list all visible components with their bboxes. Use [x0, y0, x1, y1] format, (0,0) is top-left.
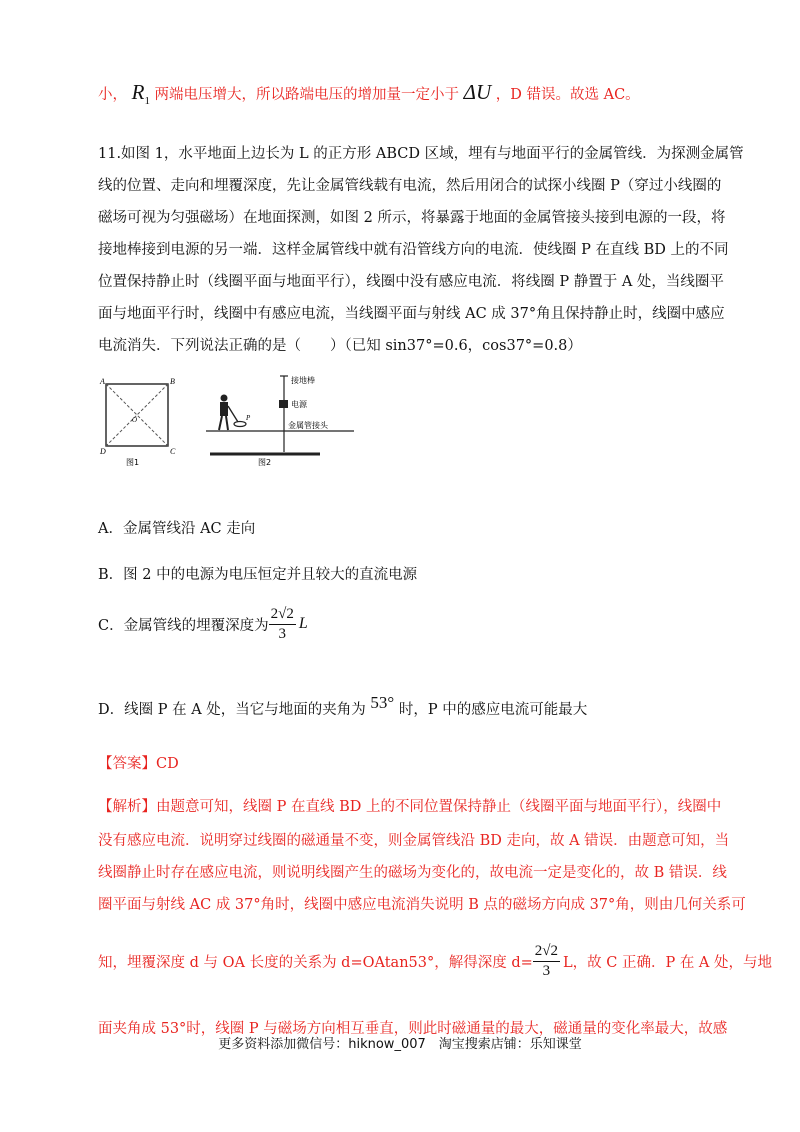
option-a: A．金属管线沿 AC 走向	[98, 521, 256, 537]
analysis-line: 线圈静止时存在感应电流，则说明线圈产生的磁场为变化的，故电流一定是变化的，故 B 错误．线	[98, 865, 727, 881]
center-o-label: O	[132, 416, 138, 424]
fig2-scene	[206, 376, 354, 454]
carryover-suffix: ，D 错误。故选 AC。	[495, 87, 640, 103]
question-line: 磁场可视为匀强磁场）在地面探测，如图 2 所示，将暴露于地面的金属管接头接到电源的一段，将	[98, 210, 726, 226]
option-c-unit: L	[298, 615, 308, 632]
analysis-line: 没有感应电流．说明穿过线圈的磁通量不变，则金属管线沿 BD 走向，故 A 错误．由题意可知，当	[98, 833, 730, 849]
carryover-line	[98, 80, 640, 107]
option-d-prefix: D．线圈 P 在 A 处，当它与地面的夹角为	[98, 702, 366, 718]
option-c-fraction: $\frac{2√2}{3}$	[270, 606, 294, 642]
resistor-symbol: $R_1$	[131, 80, 150, 108]
carryover-prefix: 小，	[98, 87, 127, 103]
analysis-fraction: $\frac{2√2}{3}$	[534, 943, 559, 979]
coil-icon	[234, 422, 246, 427]
person-body-icon	[220, 402, 228, 416]
page-footer: 更多资料添加微信号：hiknow_007 淘宝搜索店铺：乐知课堂	[218, 1037, 582, 1052]
option-d	[98, 693, 588, 719]
fig1-square	[106, 384, 168, 446]
option-c	[98, 606, 308, 642]
question-line: 线的位置、走向和埋覆深度，先让金属管线载有电流，然后用闭合的试探小线圈 P（穿过小线圈的	[98, 178, 722, 194]
power-source-icon	[279, 400, 288, 408]
coil-p-label: P	[246, 414, 251, 422]
question-line: 面与地面平行时，线圈中有感应电流，当线圈平面与射线 AC 成 37°角且保持静止时，线圈中感应	[98, 306, 725, 322]
corner-d-label: D	[100, 447, 106, 456]
carryover-middle: 两端电压增大，所以路端电压的增加量一定小于	[154, 87, 460, 103]
question-line: 位置保持静止时（线圈平面与地面平行），线圈中没有感应电流．将线圈 P 静置于 A 处，当线圈平	[98, 274, 724, 290]
question-line: 接地棒接到电源的另一端．这样金属管线中就有沿管线方向的电流．使线圈 P 在直线 BD 上的不同	[98, 242, 729, 258]
analysis-line: 面夹角成 53°时，线圈 P 与磁场方向相互垂直，则此时磁通量的最大，磁通量的变化率最大，故感	[98, 1021, 728, 1037]
answer-tag: 【答案】	[98, 756, 156, 772]
analysis-line: 知，埋覆深度 d 与 OA 长度的关系为 d=OAtan53°，解得深度 d= $\frac{2√2}{3}$ L，故 C 正确．P 在 A 处，与地	[98, 943, 773, 979]
figure-svg	[98, 374, 358, 466]
analysis-line: 圈平面与射线 AC 成 37°角时，线圈中感应电流消失说明 B 点的磁场方向成 37°角，则由几何关系可	[98, 897, 746, 913]
ground-rod-label: 接地棒	[291, 376, 315, 385]
answer-value: CD	[156, 756, 179, 772]
analysis-line: 【解析】由题意可知，线圈 P 在直线 BD 上的不同位置保持静止（线圈平面与地面平行），线圈中	[98, 799, 722, 815]
power-label: 电源	[291, 400, 307, 409]
person-head-icon	[221, 395, 228, 402]
question-line: 11.如图 1，水平地面上边长为 L 的正方形 ABCD 区域，埋有与地面平行的金属管线．为探测金属管	[98, 146, 744, 162]
option-d-suffix: 时，P 中的感应电流可能最大	[398, 702, 588, 718]
analysis-tag: 【解析】	[98, 799, 156, 815]
pipe-joint-label: 金属管接头	[288, 421, 328, 430]
question-line: 电流消失．下列说法正确的是（ ）（已知 sin37°=0.6，cos37°=0.8）	[98, 338, 582, 354]
corner-a-label: A	[100, 377, 105, 386]
option-b: B．图 2 中的电源为电压恒定并且较大的直流电源	[98, 567, 418, 583]
option-d-angle: 53°	[370, 693, 395, 712]
answer-line	[98, 752, 179, 773]
fig2-caption: 图2	[258, 458, 272, 466]
delta-u-symbol: ΔU	[463, 80, 492, 104]
corner-c-label: C	[170, 447, 176, 456]
fig1-caption: 图1	[126, 458, 140, 466]
corner-b-label: B	[170, 377, 175, 386]
problem-figure	[98, 374, 358, 470]
option-c-text: C．金属管线的埋覆深度为	[98, 617, 269, 634]
